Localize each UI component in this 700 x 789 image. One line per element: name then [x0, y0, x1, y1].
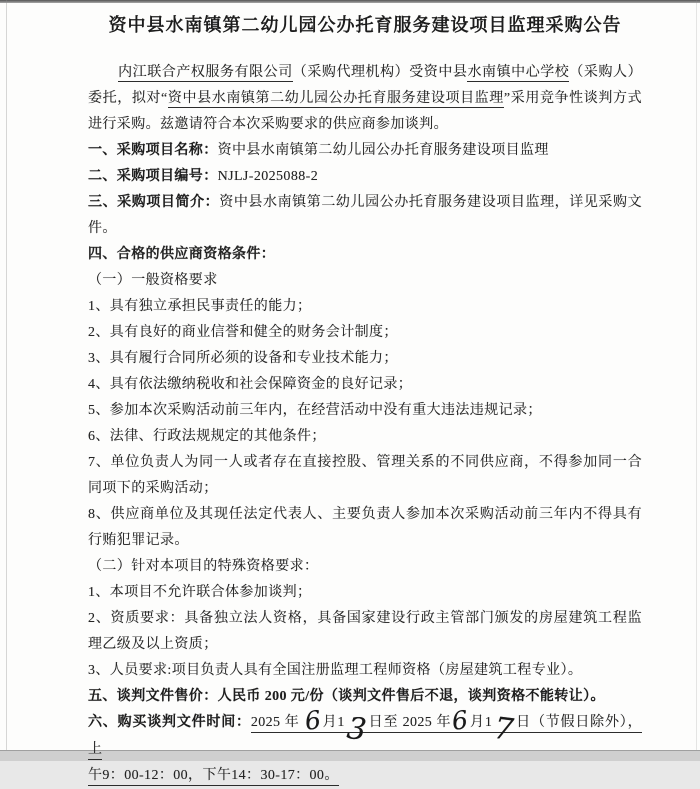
- page-title: 资中县水南镇第二幼儿园公办托育服务建设项目监理采购公告: [108, 15, 622, 35]
- purchaser-name: 水南镇中心学校: [467, 65, 570, 80]
- general-requirements-header: （一）一般资格要求: [88, 273, 218, 288]
- qualification-header: 四、合格的供应商资格条件：: [88, 247, 276, 262]
- item-project-brief-value: 资中县水南镇第二幼儿园公办托育服务建设项目监理，详见采购文件。: [88, 195, 642, 236]
- item-project-number-value: NJLJ-2025088-2: [217, 169, 319, 184]
- time-mid-2: 月1: [469, 715, 493, 730]
- handwritten-month-1: 6: [303, 705, 323, 736]
- general-item-3: 3、具有履行合同所必须的设备和专业技术能力；: [88, 351, 398, 366]
- general-item-6: 6、法律、行政法规规定的其他条件；: [88, 429, 326, 444]
- general-item-5: 5、参加本次采购活动前三年内，在经营活动中没有重大违法违规记录；: [88, 403, 542, 418]
- general-item-7: 7、单位负责人为同一人或者存在直接控股、管理关系的不同供应商，不得参加同一合同项下的采购活动；: [88, 455, 642, 496]
- handwritten-day-2: 7: [492, 710, 516, 749]
- item-project-name: [88, 138, 642, 164]
- special-item-3: 3、人员要求:项目负责人具有全国注册监理工程师资格（房屋建筑工程专业）。: [88, 663, 583, 678]
- item-document-price-value: 人民币 200 元/份（谈判文件售后不退，谈判资格不能转让）。: [217, 689, 605, 704]
- item-project-name-value: 资中县水南镇第二幼儿园公办托育服务建设项目监理: [217, 143, 549, 158]
- item-project-name-label: 一、采购项目名称：: [88, 143, 218, 158]
- general-item-8: 8、供应商单位及其现任法定代表人、主要负责人参加本次采购活动前三年内不得具有行贿犯罪记录。: [88, 507, 642, 548]
- item-purchase-time: [88, 705, 642, 789]
- time-zhi: 日至 2025 年: [368, 715, 452, 730]
- item-project-brief: [88, 190, 642, 242]
- special-requirements-header: （二）针对本项目的特殊资格要求：: [88, 559, 319, 574]
- handwritten-month-2: 6: [450, 705, 471, 736]
- item-document-price: [88, 684, 642, 710]
- item-purchase-time-label: 六、购买谈判文件时间：: [88, 715, 251, 730]
- item-project-number: [88, 164, 642, 190]
- item-project-brief-label: 三、采购项目简介：: [88, 195, 220, 210]
- intro-paragraph: [88, 60, 642, 138]
- time-mid-1: 月1: [322, 715, 345, 730]
- special-item-2: 2、资质要求：具备独立法人资格，具备国家建设行政主管部门颁发的房屋建筑工程监理乙级及以上资质；: [88, 611, 642, 652]
- intro-text-3: ”采用竞争性谈判方式进行采购。兹邀请符合本次采购要求的供应商参加谈判。: [88, 91, 643, 132]
- general-item-4: 4、具有依法缴纳税收和社会保障资金的良好记录；: [88, 377, 413, 392]
- intro-text-1: （采购代理机构）受资中县: [292, 65, 468, 80]
- general-item-2: 2、具有良好的商业信誉和健全的财务会计制度；: [88, 325, 398, 340]
- agency-name: 内江联合产权服务有限公司: [118, 65, 293, 80]
- time-prefix: 2025 年: [250, 715, 304, 730]
- handwritten-day-1: 3: [344, 710, 369, 749]
- time-suffix-2: 午9：00-12：00，下午14：30-17：00。: [88, 768, 339, 783]
- item-document-price-label: 五、谈判文件售价：: [88, 689, 218, 704]
- item-project-number-label: 二、采购项目编号：: [88, 169, 218, 184]
- intro-text-2: （采购人）委托，拟对“: [88, 65, 642, 106]
- project-name: 资中县水南镇第二幼儿园公办托育服务建设项目监理: [167, 91, 504, 106]
- time-suffix-1: 日（节假日除外），上: [88, 715, 642, 757]
- general-item-1: 1、具有独立承担民事责任的能力；: [88, 299, 312, 314]
- special-item-1: 1、本项目不允许联合体参加谈判；: [88, 585, 312, 600]
